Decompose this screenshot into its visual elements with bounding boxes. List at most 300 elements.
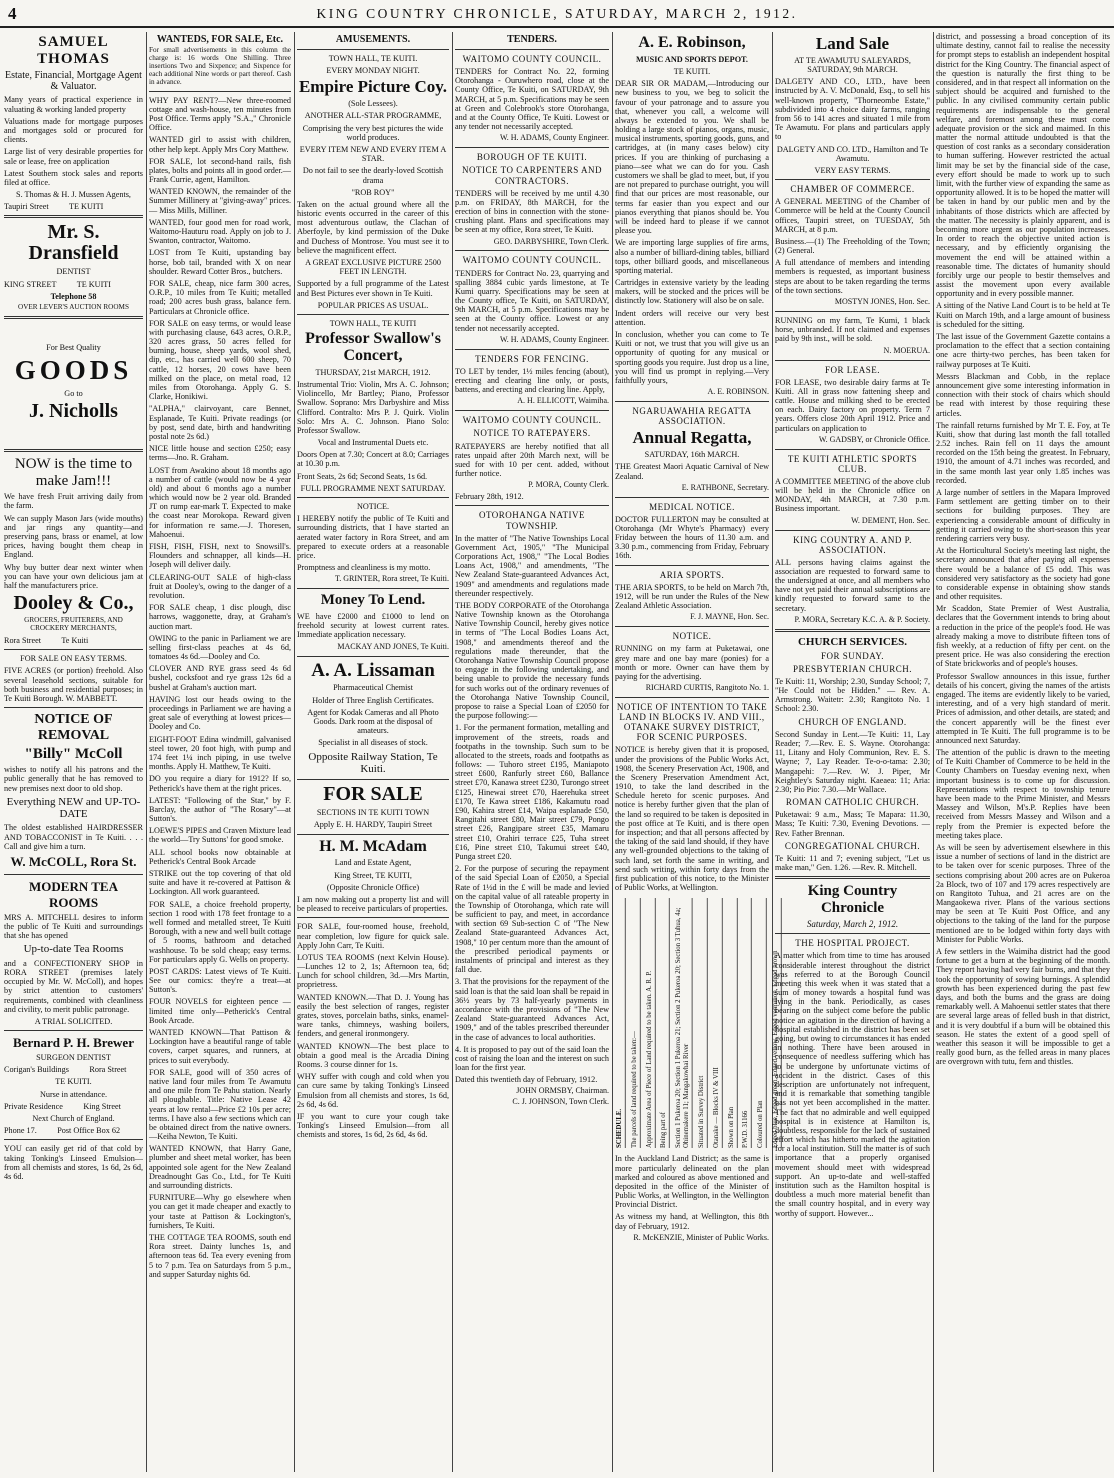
section-heading: WANTEDS, FOR SALE, Etc. <box>156 34 284 45</box>
divider <box>775 311 930 312</box>
ad-text: Instrumental Trio: Violin, Mrs A. C. Johnson; Violincello, Mr Bartley; Piano, Professor Swallow. Soprano: Mrs Darbyshire and Miss Clifford. Contralto: Mrs P. J. Quirk. Violin Solo: Mrs A. C. Johnson. Piano Solo: Professor Swallow. <box>297 379 449 435</box>
classified-ad: WANTED girl to assist with children, other help kept. Apply Mrs Cory Matthew. <box>149 135 291 154</box>
ad-title: NOTICE. <box>356 502 390 511</box>
ad-title: A. E. Robinson, <box>638 34 746 51</box>
classified-ad: LOST from Te Kuiti, upstanding bay horse, bob tail, branded with X on near shoulder. Reward Cotter Bros., butchers. <box>149 248 291 276</box>
classified-list <box>297 922 449 1139</box>
notice-signature: C. J. JOHNSON, Town Clerk. <box>512 1097 609 1107</box>
ad-robinson <box>615 35 769 397</box>
divider <box>4 1030 143 1031</box>
classified-ad: LATEST: "Following of the Star," by F. Barclay, the author of "The Rosary"—at Sutton's. <box>149 795 291 824</box>
notice-text: Business.—(1) The Freeholding of the Town; (2) General. <box>775 236 930 256</box>
schedule-cell: Being part of <box>659 898 670 1148</box>
ad-text: Indent orders will receive our very best attention. <box>615 308 769 327</box>
ad-title: NOTICE OF REMOVAL <box>34 712 113 744</box>
schedule-cell: P.W.D. 31166 <box>741 898 752 1148</box>
notice-signature: W. GADSBY, or Chronicle Office. <box>818 434 930 444</box>
classified-ad: STRIKE out the top covering of that old suite and have it re-covered at Pattison & Lockington. All work guaranteed. <box>149 869 291 897</box>
ad-text: MRS A. MITCHELL desires to inform the public of Te Kuiti and surroundings that she has opened <box>4 912 143 941</box>
ad-text: Specialist in all diseases of stock. <box>318 738 428 748</box>
ad-text: Everything NEW and UP-TO-DATE <box>6 795 141 821</box>
notice-heading: FOR SUNDAY. <box>820 650 885 661</box>
ad-text: Cartridges in extensive variety by the leading makers, will be stocked and the prices will be distinctly low. Stationery will also be on sale. <box>615 278 769 306</box>
ad-title: H. M. McAdam <box>319 837 427 855</box>
ad-text: Many years of practical experience in valuating & working landed property <box>4 95 143 114</box>
notice-heading: WAITOMO COUNTY COUNCIL. <box>462 415 602 426</box>
divider <box>455 349 609 350</box>
ad-text: POPULAR PRICES AS USUAL. <box>317 300 429 310</box>
divider <box>4 449 143 452</box>
ad-text: Why buy butter dear next winter when you can have your own delicious jam at half the manufacturers price. <box>4 562 143 590</box>
ad-text: WE have £2000 and £1000 to lend on freehold security at lowest current rates. Immediate application necessary. <box>297 612 449 640</box>
ad-mcadam <box>297 839 449 914</box>
ad-text: DEAR SIR OR MADAM,—Introducing our new business to you, we beg to solicit the favour of your patronage and to assure you that, whenever you call, a welcome will always be extended to you. We shall be holding a large stock of pianos, organs, music, musical instruments, sporting goods, guns, and cartridges, at (in many cases below) city prices. If you are thinking of purchasing a piano—see what we can do for you. Cash customers we shall be glad to meet, but, if you are not prepared to purchase outright, you will find that our prices are most reasonable, our terms far easier than you expect and our pianos everything that pianos should be. You will be indeed hard to please if we cannot please you. <box>615 79 769 236</box>
divider <box>297 314 449 315</box>
ad-text: (Opposite Chronicle Office) <box>326 882 420 892</box>
ad-text: I HEREBY notify the public of Te Kuiti and surrounding districts, that I have started an aerated water factory in Rora Street, and am prepared to execute orders at a reasonable price. <box>297 514 449 560</box>
ad-title: Annual Regatta, <box>632 428 752 448</box>
column-rule <box>933 32 934 1472</box>
column-rule <box>146 32 147 1472</box>
notice-heading: NGARUAWAHIA REGATTA ASSOCIATION. <box>632 406 752 427</box>
ad-subtitle: Land and Estate Agent, <box>334 858 412 868</box>
ad-signature: W. McCOLL, Rora St. <box>10 853 137 869</box>
notice-signature: N. MOERUA. <box>883 345 930 355</box>
notice-heading: TENDERS FOR FENCING. <box>475 353 589 364</box>
ad-jam <box>4 456 143 645</box>
divider <box>297 834 449 835</box>
notice-text: Te Kuiti: 11 and 7; evening subject, "Let us make man," Gen. 1.26. —Rev. R. Mitchell. <box>775 853 930 872</box>
ad-signature: A. E. ROBINSON. <box>707 387 769 397</box>
column-rule <box>612 32 613 1472</box>
news-paragraph: A sitting of the Native Land Court is to be held at Te Kuiti on March 19th, and a large amount of business is scheduled for the sitting. <box>936 301 1110 329</box>
ad-text: SECTIONS IN TE KUITI TOWN <box>316 808 430 818</box>
ad-address: Rora Street Te Kuiti <box>4 636 89 646</box>
notice-heading: TE KUITI ATHLETIC SPORTS CLUB. <box>787 453 918 474</box>
editorial-date: Saturday, March 2, 1912. <box>806 919 899 930</box>
notice-heading: KING COUNTRY A. AND P. ASSOCIATION. <box>793 534 912 555</box>
divider <box>297 497 449 498</box>
ad-text: VERY EASY TERMS. <box>814 165 891 175</box>
ad-text: OVER LEVER'S AUCTION ROOMS <box>18 303 129 311</box>
classified-ad: FOR SALE, cheap, nice farm 300 acres, O.R.P., 10 miles from Te Kuiti; metalled road; 200 acres bush grass, balance fern. Particulars at Chronicle office. <box>149 278 291 316</box>
notice-heading: NOTICE TO RATEPAYERS. <box>473 428 591 439</box>
ad-text: A TRIAL SOLICITED. <box>34 1016 113 1026</box>
notice-heading: NOTICE. <box>672 631 712 642</box>
notice-signature: W. H. ADAMS, County Engineer. <box>499 133 609 143</box>
notice-text: 2. For the purpose of securing the repayment of the said Special Loan of £2050, a Special Rate of 1½d in the £ will be made and levied on the capital value of all rateable property in the Township of Otorohanga, which rate will be sufficient to pay, and meet, in accordance with section 69 Sub-section C of "The New Zealand State-guaranteed Advances Act, 1908," 10 per centum more than the amount of the prescribed periodical payments or instalments of principal and interest as they fall due. <box>455 864 609 975</box>
classified-ad: WANTED KNOWN, that Harry Gane, plumber and sheet metal worker, has been appointed sole agent for the New Zealand Dreadnought Gas Co., Ltd., for Te Kuiti and surrounding districts. <box>149 1144 291 1191</box>
notice-heading: WAITOMO COUNTY COUNCIL. <box>462 255 602 266</box>
classified-ad: WANTED KNOWN—The best place to obtain a good meal is the Arcadia Dining Rooms. 3 course dinner for 1s. <box>297 1041 449 1069</box>
classified-ad: FOR SALE, good will of 350 acres of native land four miles from Te Awamutu and one mile from Te Pahu station. Nearly all ploughable. Title: Native Lease 42 years at low rental—Price £2 10s per acre; terms. I have also a few sections which can be obtained direct from the native owners.—Keiha Newton, Te Kuiti. <box>149 1067 291 1142</box>
notice-text: In the Auckland Land District; as the same is more particularly delineated on the plan marked and coloured as above mentioned and deposited in the office of the Minister of Public Works, at Wellington, in the Wellington Provincial District. <box>615 1154 769 1210</box>
ad-text: We are importing large supplies of fire arms, also a number of billiard-dining tables, billiard tops, other billiard goods, and miscellaneous sporting material. <box>615 238 769 275</box>
ad-text: We can supply Mason Jars (wide mouths) and jar rings any quantity—and preserving pans, brass or enamel, at low prices, having bought them cheap in England. <box>4 513 143 560</box>
ad-text: A GREAT EXCLUSIVE PICTURE 2500 FEET IN LENGTH. <box>305 258 441 277</box>
notice-heading: CHAMBER OF COMMERCE. <box>790 184 915 195</box>
ad-title: NOW is the time to make Jam!!! <box>14 456 133 490</box>
classified-ad: "ALPHA," clairvoyant, care Bennet, Esplanade, Te Kuiti. Private readings (or by post, send date, birth and handwriting postal note 2s 6d.) <box>149 404 291 441</box>
ad-text: TOWN HALL, TE KUITI. <box>328 54 418 63</box>
notice-text: FOR LEASE, two desirable dairy farms at Te Kuiti. All in grass now fattening sheep and cattle. House and milking shed to be erected on each. Dairy factory on property. Term 7 years. Offers close 20th April 1912. Price and particulars on application to <box>775 377 930 433</box>
notice-signature: W. DEMENT, Hon. Sec. <box>851 515 930 525</box>
classified-ad: LOTUS TEA ROOMS (next Kelvin House).—Lunches 12 to 2, 1s; Afternoon tea, 6d; Lunch for school children, 3d.—Mrs Martin, proprietress. <box>297 952 449 990</box>
ad-text: THE Greatest Maori Aquatic Carnival of New Zealand. <box>615 462 769 481</box>
ad-text: Comprising the very best pictures the wide world produces. <box>302 123 444 142</box>
classified-ad: CLEARING-OUT SALE of high-class fruit at Dooley's, owing to the danger of a revolution. <box>149 572 291 600</box>
ad-title: Dooley & Co., <box>13 592 134 615</box>
notice-signature: A. H. ELLICOTT, Waimiha. <box>517 396 609 406</box>
ad-text: Latest Southern stock sales and reports filed at office. <box>4 168 143 187</box>
masthead <box>0 0 1114 28</box>
ad-text: Valuations made for mortgage purposes and mortgages sold or procured for clients. <box>4 116 143 145</box>
schedule-heading: SCHEDULE. <box>615 898 626 1148</box>
notice-signature: RICHARD CURTIS, Rangitoto No. 1. <box>645 683 769 693</box>
ad-text: EVERY MONDAY NIGHT. <box>326 66 420 76</box>
ad-subtitle: Up-to-date Tea Rooms <box>23 943 124 956</box>
ad-title: Mr. S. Dransfield <box>28 221 119 265</box>
notice-text: DOCTOR FULLERTON may be consulted at Otorohanga (Mr Whyte's Pharmacy) every Friday between the hours of 11.30 a.m. and 3.30 p.m., commencing from Friday, February 16th. <box>615 514 769 561</box>
divider <box>4 707 143 708</box>
notice-text: A GENERAL MEETING of the Chamber of Commerce will be held at the County Council offices, Taupiri street, on TUESDAY, 5th MARCH, at 8 p.m. <box>775 197 930 234</box>
notice-heading: PRESBYTERIAN CHURCH. <box>792 663 912 674</box>
divider <box>615 565 769 566</box>
notice-text: RATEPAYERS are hereby notified that all rates unpaid after 20th March next, will be sued for with 10 per cent. added, without further notice. <box>455 441 609 479</box>
ad-text: DALGETY AND CO., LTD., have been instructed by A. V. McDonald, Esq., to sell his well-known property, "Thorneombe Estate," subdivided into 4 choice dairy farms, ranging from 56 to 141 acres and situated 1 mile from Te Awamutu. For plans and particulars apply to <box>775 77 930 142</box>
classified-ad: LOEWE'S PIPES and Craven Mixture lead the world—Try Suttons' for good smoke. <box>149 826 291 845</box>
divider <box>775 876 930 879</box>
ad-subtitle: DENTIST <box>56 267 91 277</box>
ad-subtitle: MUSIC AND SPORTS DEPOT. <box>636 54 748 64</box>
ad-text: Nurse in attendance. <box>39 1089 108 1099</box>
schedule-cell: The parcels of land required to be taken:— <box>630 898 641 1148</box>
schedule-cell: Otanake — Blocks IV & VIII <box>712 898 723 1148</box>
ad-tea-rooms <box>4 879 143 1026</box>
notice-text: TENDERS will be received by me until 4.30 p.m. on FRIDAY, 8th MARCH, for the erection of bins in connection with the stone-crushing plant. Plans and specifications may be seen at my office, Rora street, Te Kuiti. <box>455 188 609 235</box>
notice-signature: P. MORA, Secretary K.C. A. & P. Society. <box>794 614 930 624</box>
news-paragraph: The last issue of the Government Gazette contains a proclamation to the effect that a section containing one acre thirty-two perches, has been taken for railway purposes at Te Kuiti. <box>936 332 1110 369</box>
ad-mccoll <box>4 712 143 870</box>
ad-title: FOR SALE ON EASY TERMS. <box>20 654 127 664</box>
ad-grinter <box>297 502 449 584</box>
schedule-cell: Section 1 Pukeroa 20; Section 1 Pukeroa 21; Section 2 Pukeroa 20; Section 3 Tuhua, 4a; Ohinemakere 11; Mangakowhai River <box>674 898 693 1148</box>
newspaper-title: KING COUNTRY CHRONICLE, SATURDAY, MARCH 2, 1912. <box>316 6 798 21</box>
ad-text: Do not fail to see the dearly-loved Scottish drama <box>302 166 444 185</box>
notice-heading: MEDICAL NOTICE. <box>649 501 735 512</box>
notice-signature: R. McKENZIE, Minister of Public Works. <box>633 1232 769 1242</box>
editorial-text: A matter which from time to time has aroused considerable interest throughout the district was referred to at the Borough Council meeting this week when it was stated that a sum of money towards a hospital fund was lying in the bank. Periodically, as cases bearing on the subject come before the public notice an agitation in the direction of having a hospital established in the district has been set going, but owing to circumstances it has ended in nothing. There have been aroused in consequence of needless suffering which has to be undergone by unfortunate victims of accident in the district. Cases of this description are unfortunately not infrequent, and it is remarkable that something tangible has not yet been accomplished in the matter. The fact that no admirable and well equipped hospital is in existence at Hamilton is, doubtless, responsible for the lack of sustained effort which has hitherto marked the agitation for a local institution. Still the matter is of such importance that a properly organised movement should meet with widespread support. An up-to-date and well-staffed institution such as the Hamilton hospital is doubtless a much more material benefit than the small country hospital, and in every way worthy of support. However... <box>775 951 930 1218</box>
ad-title: Bernard P. H. Brewer <box>13 1035 134 1051</box>
classified-ad: FOR SALE, four-roomed house, freehold, near completion, low figure for quick sale. Apply John Carr, Te Kuiti. <box>297 922 449 950</box>
ad-subtitle: GROCERS, FRUITERERS, AND CROCKERY MERCHANTS, <box>24 616 123 633</box>
divider <box>455 147 609 148</box>
ad-text: Large list of very desirable properties for sale or lease, free on application <box>4 147 143 166</box>
divider <box>455 250 609 251</box>
ad-title: A. A. Lissaman <box>311 659 435 681</box>
notice-text: In the matter of "The Native Townships Local Government Act, 1905," "The Municipal Corporations Act, 1908," "The Local Bodies Loans Act, 1908," and amendments, "The New Zealand State-guaranteed Advances Act, 1909" and amendments and regulations made thereunder respectively. <box>455 533 609 598</box>
column-rule <box>452 32 453 1472</box>
rate-notice: For small advertisements in this column the charge is: 16 words One Shilling. Three insertions Two and Sixpence; and Sixpence for each additional Nine words or part thereof. Cash in advance. <box>149 46 291 86</box>
news-paragraph: A large number of settlers in the Mapara Improved Farm settlement are getting timber on to their sections for building purposes. They are experiencing a considerable amount of difficulty in getting it carried owing to the short-season this year rendering carriers very busy. <box>936 488 1110 543</box>
ad-address: Taupiri Street TE KUITI <box>4 202 104 212</box>
news-paragraph: Professor Swallow announces in this issue, further details of his concert, giving the names of the artists engaged. The items are evidently likely to be varied, interesting, and of a very high standard of merit. Prices of admission, and other details, are stated; and the concert apparently will be the finest ever attempted in Te Kuiti. The full programme is to be announced next Saturday. <box>936 671 1110 745</box>
ad-text: Taken on the actual ground where all the historic events occurred in the career of this most adventurous outlaw, the Clachan of Aberfoyle, by kind permission of the Duke and Duchess of Montrose. You must see it to believe the magnificent effect. <box>297 199 449 255</box>
classified-ad: FOR SALE on easy terms, or would lease with purchasing clause, 643 acres, O.R.P., 320 acres grass, 50 acres felled for burning, house, sheep yards, wool shed, dip, etc., has carried well 600 sheep, 70 cattle, 12 horses, 20 cows have been milked on the place, on metal road, 12 miles from Otorohanga. Apply G. S. Clarke, Honikiwi. <box>149 318 291 402</box>
column-1 <box>4 32 143 1472</box>
ad-regatta <box>615 406 769 493</box>
schedule-cell: Shown on Plan <box>727 898 738 1148</box>
ad-text: and a CONFECTIONERY SHOP in RORA STREET (premises lately occupied by Mr. W. McColl), and hopes by strict attention to customers' requirements, combined with cleanliness and civility, to merit public patronage. <box>4 958 143 1014</box>
ad-text: Go to <box>64 389 83 399</box>
notice-heading: ROMAN CATHOLIC CHURCH. <box>785 797 920 808</box>
ad-title: GOODS <box>14 355 133 386</box>
schedule-cell: Edged blue, Edged green, Edged yellow, Edged vermilion, Edged brown <box>771 898 782 1148</box>
notice-text: TENDERS for Contract No. 22, forming Otorohanga - Ouruwhero road, close at the County Office, Te Kuiti, on SATURDAY, 9th MARCH, at 5 p.m. Specifications may be seen at Green and Colebrook's store Otorohanga, and at the County Office, Te Kuiti. Lowest or any tender not necessarily accepted. <box>455 67 609 132</box>
notice-text: A full attendance of members and intending members is requested, as important business steps are about to be taken regarding the terms of the town sections. <box>775 258 930 295</box>
classified-ad: FOR SALE, lot second-hand rails, fish plates, bolts and points all in good order.—Frank Currie, agent, Hamilton. <box>149 156 291 185</box>
ad-signature: MACKAY AND JONES, Te Kuiti. <box>337 641 449 651</box>
notice-date: February 28th, 1912. <box>455 492 524 502</box>
ad-text: For Best Quality <box>46 342 101 352</box>
divider <box>297 656 449 657</box>
classified-ad: FOR SALE cheap, 1 disc plough, disc harrows, waggonette, dray, at Graham's auction mart. <box>149 603 291 631</box>
ad-title: Professor Swallow's Concert, <box>305 330 441 364</box>
ad-dransfield <box>4 222 143 311</box>
news-paragraph: At the Horticultural Society's meeting last night, the secretary announced that after paying all expenses there would be a balance of £5 odd. This was considered very satisfactory as the society had gone to considerable expense in obtaining show stands and other requisites. <box>936 546 1110 602</box>
ad-nicholls <box>4 323 143 445</box>
news-paragraph: As will be seen by advertisement elsewhere in this issue a number of sections of land in the district are to be taken over for scenic purposes. Three of the sections comprising about 200 acres are on Pukeroa 2a Block, two of 107 and 179 acres respectively are on Rangitoto Tuhua, and 21 acres are on the Mangaokewa river. Plans of the various sections may be seen at Te Kuiti Post Office, and any objections to the taking of the land for the purpose mentioned are to be lodged within forty days with Minister for Public Works. <box>936 842 1110 944</box>
ad-text: ANOTHER ALL-STAR PROGRAMME, <box>304 111 442 121</box>
section-heading: AMUSEMENTS. <box>335 34 411 45</box>
news-paragraph: The attention of the public is drawn to the meeting of Te Kuiti Chamber of Commerce to be held in the County Chambers on Tuesday evening next, when important business is to come up for discussion. Representations with respect to township tenure have been made to the Prime Minister, and Messrs Massey and Wilson, M's.P. Replies have been received from Messrs Massey and Wilson and a reply from the Premier is expected before the meeting takes place. <box>936 748 1110 840</box>
column-5 <box>615 32 779 1472</box>
ad-lissaman <box>297 661 449 776</box>
classified-ad: POST CARDS: Latest views of Te Kuiti. See our comics: they're a treat—at Sutton's. <box>149 966 291 995</box>
divider <box>149 91 291 92</box>
ad-text: S. Thomas & H. J. Mussen Agents, <box>16 190 131 200</box>
notice-text: Puketawai: 9 a.m., Mass; Te Mapara: 11.30, Mass; Te Kuiti: 7.30, Evening Devotions. — Rev. Father Brennan. <box>775 810 930 838</box>
ad-title: Empire Picture Coy. <box>298 77 448 97</box>
notice-heading: CONGREGATIONAL CHURCH. <box>784 840 921 851</box>
ad-land-sale <box>775 35 930 175</box>
notice-signature: P. MORA, County Clerk. <box>528 480 609 490</box>
ad-title: FOR SALE <box>323 783 423 806</box>
ad-text: Front Seats, 2s 6d; Second Seats, 1s 6d. <box>297 471 428 481</box>
notice-signature: MOSTYN JONES, Hon. Sec. <box>834 297 930 307</box>
divider <box>775 360 930 361</box>
ad-subtitle: AT TE AWAMUTU SALEYARDS, SATURDAY, 9th MARCH. <box>794 55 911 75</box>
ad-text: Vocal and Instrumental Duets etc. <box>317 438 429 448</box>
notice-heading: NOTICE TO CARPENTERS AND CONTRACTORS. <box>462 165 602 186</box>
classified-ad: LOST from Awakino about 18 months ago a number of cattle (would now be 4 year old) and about 6 months ago a number which would now be 2 year old. Branded JT on rump ear-mark T. Expected to make the coast near Morokopa. Reward given for information re same.—J. Thoresen, Mahoenui. <box>149 465 291 539</box>
notice-heading: WAITOMO COUNTY COUNCIL. <box>462 54 602 64</box>
news-paragraph: The rainfall returns furnished by Mr T. E. Foy, at Te Kuiti, show that during last month the fall totalled 2.52 inches. Rain fell on 11 days the amount recorded on the 15th being the greatest. In February, 1910, the amount of 4.71 inches was recorded, and in the same month last year only 1.85 inches was recorded. <box>936 420 1110 485</box>
divider <box>455 410 609 411</box>
divider <box>615 497 769 498</box>
ad-text: The oldest established HAIRDRESSER AND TOBACCONIST in Te Kuiti. . . . Call and give him a turn. <box>4 823 143 851</box>
classified-ad: OWING to the panic in Parliament we are selling first-class peaches at 4s 6d, tomatoes 4s 6d.—Dooley and Co. <box>149 633 291 662</box>
classified-ad: WHY PAY RENT?—New three-roomed cottage and wash-house, ten minutes from Post Office. Terms apply "S.A.," Chronicle Office. <box>149 95 291 133</box>
ad-text: FULL PROGRAMME NEXT SATURDAY. <box>300 483 446 493</box>
column-rule <box>772 32 773 1472</box>
notice-signature: GEO. DARBYSHIRE, Town Clerk. <box>493 236 609 246</box>
notice-signature: F. J. MAYNE, Hon. Sec. <box>690 612 769 622</box>
divider <box>615 697 769 698</box>
ad-title: SAMUEL THOMAS <box>37 34 110 67</box>
notice-text: TENDERS for Contract No. 23, quarrying and spalling 3884 cubic yards limestone, at Te Kumi quarry. Specifications may be seen at the County office, Te Kuiti, on SATURDAY, 9th MARCH, at 5 p.m. Specifications may be seen at the County office. Lowest or any tender not necessarily accepted. <box>455 268 609 333</box>
classified-ad: WHY suffer with cough and cold when you can cure same by taking Tonking's Linseed Emulsion from all chemists and stores, 1s 6d, 2s 6d, 4s 6d. <box>297 1072 449 1109</box>
ad-text: TE KUITI. <box>673 66 711 76</box>
ad-text: TE KUITI. <box>55 1077 92 1087</box>
classified-ad: WANTED KNOWN, the remainder of the Summer Millinery at "giving-away" prices. — Miss Mills, Milliner. <box>149 187 291 215</box>
notice-date: Dated this twentieth day of February, 1912. <box>455 1075 598 1085</box>
notice-text: A COMMITTEE MEETING of the above club will be held in the Chronicle office on MONDAY, 4th MARCH, at 7.30 p.m. Business important. <box>775 476 930 514</box>
news-paragraph: A few settlers in the Waimiha district had the good fortune to get a burn at the beginning of the month. They report having had very fair burns, and that they took the opportunity of sowing burnings. A splendid growth has been experienced during the past few days, and both the burns and the grass are doing remarkably well. A Mahoenui settler states that there are several large areas of felled bush in that district, and it is very doubtful if a burn will be obtained this season. He states the extent of a good spell of weather this season it will be impossible to get a really good burn, as the felled areas in many places are overgrown with tutu, fern and thistles. <box>936 947 1110 1067</box>
ad-subtitle: SURGEON DENTIST <box>36 1053 111 1063</box>
ad-text: Promptness and cleanliness is my motto. <box>297 563 431 573</box>
editorial-masthead: King Country Chronicle <box>807 883 898 917</box>
ad-address: King Street, TE KUITI, <box>334 870 412 880</box>
notice-text: 3. That the provisions for the repayment of the said loan is that the said loan shall be repaid in 36½ years by 73 half-yearly payments in accordance with the provisions of "The New Zealand State-guaranteed Advances Act, 1909," and of the tables prescribed thereunder in the case of advances to local authorities. <box>455 977 609 1042</box>
news-paragraph: Mr Scaddon, State Premier of West Australia, declares that the Government intends to bring about a reduction in the price of the people's food. He was already making a move to distribute fifteen tons of fish weekly, at a reduction of fifty per cent. on the present price. He was also considering the erection of State brickworks and of people's houses. <box>936 604 1110 669</box>
notice-heading: ARIA SPORTS. <box>659 569 725 580</box>
ad-text: Private Residence King Street <box>4 1101 121 1111</box>
classified-ad: WANTED KNOWN—That Pattison & Lockington have a beautiful range of table covers, carpet squares, and runners, at prices to suit everybody. <box>149 1028 291 1065</box>
ad-text: Next Church of England. <box>32 1114 115 1124</box>
classified-ad: DO you require a diary for 1912? If so, Petherick's have them at the right prices. <box>149 774 291 793</box>
classified-ad: FOUR NOVELS for eighteen pence —limited time only—Petherick's Central Book Arcade. <box>149 997 291 1025</box>
notice-signature: W. H. ADAMS, County Engineer. <box>499 334 609 344</box>
divider <box>775 933 930 934</box>
ad-text: In conclusion, whether you can come to Te Kuiti or not, we trust that you will give us an opportunity of quoting for any musical or sporting goods you require. Just drop us a line, you will find us prompt in replying.—Very faithfully yours, <box>615 330 769 385</box>
ad-signature: E. RATHBONE, Secretary. <box>681 482 769 492</box>
divider <box>775 530 930 531</box>
ad-title: J. Nicholls <box>29 400 118 423</box>
column-3 <box>297 32 449 1472</box>
divider <box>297 779 449 780</box>
notice-heading: FOR LEASE. <box>824 364 880 375</box>
column-4 <box>455 32 609 1472</box>
divider <box>775 179 930 180</box>
column-6 <box>775 32 930 1472</box>
ad-signature: DALGETY AND CO. LTD., Hamilton and Te Awamutu. <box>776 144 929 163</box>
notice-signature: JOHN ORMSBY, Chairman. <box>516 1086 609 1096</box>
news-paragraph: district, and possessing a broad conception of its ultimate destiny, cannot fail to realise the necessity for prompt steps to establish an independent hospital district for the King Country. The financial aspect of the question is naturally the first thing to be considered, and in that respect all information on the subject should be acquired and furnished to the public. In any civilised community certain public requirements are indispensable to the general welfare, and foremost among these must come adequate provision or the sick and maimed. In this matter the normal attitude undoubted is that the question of cost ranks as a secondary consideration to human suffering. However restricted the actual limit may be set by the financial side of the case, every effort should be made to work up to such limit, with the further view of expanding the same as opportunity allowed. It is to be hoped the matter will be taken in hand by our public men and by the inhabitants of those districts which are affected by the matter. The necessity is plainly apparent, and is becoming more urgent as our population increases. In order to reach the objective united action is necessary, and by efficiently organising the movement the end will be attained within a reasonable time. The dictates of humanity should forcibly urge our people to bestir themselves and assist the movement upon every available opportunity and in every possible manner. <box>936 32 1110 299</box>
ad-text: TOWN HALL, TE KUITI <box>329 318 417 328</box>
divider <box>4 649 143 650</box>
divider <box>4 1139 143 1140</box>
notice-text: 4. It is proposed to pay out of the said loan the cost of raising the loan and the interest on such loan for the first year. <box>455 1044 609 1073</box>
ad-text: Agent for Kodak Cameras and all Photo Goods. Dark room at the disposal of amateurs. <box>307 707 439 736</box>
column-rule <box>294 32 295 1472</box>
divider <box>297 49 449 50</box>
classified-ad: CLOVER AND RYE grass seed 4s 6d bushel, cocksfoot and rye grass 12s 6d a bushel at Graham's auction mart. <box>149 664 291 692</box>
ad-address: KING STREET TE KUITI <box>4 279 112 289</box>
divider <box>615 401 769 402</box>
notice-heading: NOTICE OF INTENTION TO TAKE LAND IN BLOCKS IV. AND VIII., OTANAKE SURVEY DISTRICT, FOR SCENIC PURPOSES. <box>616 702 768 743</box>
ad-text: Holder of Three English Certificates. <box>312 695 434 705</box>
divider <box>297 917 449 918</box>
classified-ad: EIGHT-FOOT Edina windmill, galvanised steel tower, 20 foot high, with pump and 174 feet 1¼ inch piping, in use twelve months. Apply H. Matthew, Te Kuiti. <box>149 734 291 772</box>
editorial-heading: THE HOSPITAL PROJECT. <box>795 938 910 949</box>
classified-list <box>149 96 291 1279</box>
classified-ad: FURNITURE—Why go elsewhere when you can get it made cheaper and exactly to your taste at Pattison & Lockington's, furnishers, Te Kuiti. <box>149 1193 291 1230</box>
ad-title: Money To Lend. <box>320 592 426 609</box>
divider <box>297 588 449 589</box>
divider <box>455 505 609 506</box>
classified-ad: NICE little house and section £250; easy terms—Jno. R. Graham. <box>149 444 291 463</box>
ad-subtitle: Pharmaceutical Chemist <box>333 683 413 693</box>
ad-text: YOU can easily get rid of that cold by taking Tonking's Linseed Emulsion—from all chemists and stores, 1s 6d, 2s 6d, 4s 6d. <box>4 1144 143 1181</box>
divider <box>775 449 930 450</box>
ad-easy-terms <box>4 654 143 703</box>
divider <box>615 626 769 627</box>
ad-address: Corigan's Buildings Rora Street <box>4 1065 127 1075</box>
ad-phone: Phone 17. Post Office Box 62 <box>4 1126 121 1136</box>
divider <box>4 215 143 218</box>
ad-phone: Telephone 58 <box>50 291 97 301</box>
ad-text: EVERY ITEM NEW AND EVERY ITEM A STAR. <box>299 144 447 164</box>
column-7 <box>936 32 1110 1472</box>
classified-ad: THE COTTAGE TEA ROOMS, south end Rora street. Dainty lunches 1s, and afternoon teas 6d. Tea every evening from 5 to 7 p.m. Tea on Saturdays from 5 p.m., and supper Saturday nights 6d. <box>149 1232 291 1279</box>
ad-text: Opposite Railway Station, Te Kuiti. <box>308 750 438 775</box>
divider <box>455 49 609 50</box>
notice-text: THE ARIA SPORTS, to be held on March 7th, 1912, will be run under the Rules of the New Zealand Athletic Association. <box>615 582 769 611</box>
section-heading: TENDERS. <box>507 34 557 45</box>
ad-title: MODERN TEA ROOMS <box>29 878 118 910</box>
news-paragraph: Messrs Blackman and Cobb, in the replace announcement give some interesting information in connection with their stock of chairs which should be read with interest by those requiring these articles. <box>936 371 1110 418</box>
ad-hardy-for-sale <box>297 784 449 829</box>
notice-text: ALL persons having claims against the association are requested to forward same to the undersigned at once, and all members who have not yet paid their annual subscriptions are kindly requested to forward same to the secretary. <box>775 557 930 613</box>
ad-text: Supported by a full programme of the Latest and Best Pictures ever shown in Te Kuiti. <box>297 279 449 298</box>
classified-ad: HAVING lost our heads owing to the proceedings in Parliament we are having a great sale of everything at lowest prices—Dooley and Co. <box>149 694 291 732</box>
divider <box>4 874 143 875</box>
ad-brewer <box>4 1035 143 1135</box>
column-2 <box>149 32 291 1472</box>
ad-text: THURSDAY, 21st MARCH, 1912. <box>315 367 431 377</box>
notice-date: As witness my hand, at Wellington, this 8th day of February, 1912. <box>615 1212 769 1231</box>
classified-ad: FISH, FISH, FISH, next to Snowsill's. Flounders and schnapper, all kinds—H. Joseph will deliver daily. <box>149 542 291 570</box>
ad-text: (Sole Lessees). <box>348 99 398 109</box>
ad-money-to-lend <box>297 593 449 651</box>
ad-text: Doors Open at 7.30; Concert at 8.0; Carriages at 10.30 p.m. <box>297 450 449 469</box>
ad-text: wishes to notify all his patrons and the public generally that he has removed to new premises next door to old shop. <box>4 765 143 793</box>
classified-ad: IF you want to cure your cough take Tonking's Linseed Emulsion—from all chemists and stores, 1s 6d, 2s 6d, 4s 6d. <box>297 1111 449 1140</box>
notice-text: TO LET by tender, 1½ miles fencing (about), erecting and clearing line only, or posts, battens, and erecting and clearing line. Apply, <box>455 366 609 395</box>
notice-heading: BOROUGH OF TE KUITI. <box>476 152 588 163</box>
notice-text: Te Kuiti: 11, Worship; 2.30, Sunday School; 7, "He Could not be Hidden." — Rev. A. Armstrong. Waitetr: 2.30; Rangitoto No. 1 School: 2.30. <box>775 676 930 714</box>
notice-heading: OTOROHANGA NATIVE TOWNSHIP. <box>478 510 586 531</box>
classified-ad: FOR SALE, a choice freehold property, section 1 rood with 178 feet frontage to a well formed and metalled street, Te Kuiti Borough, with a new and well built cottage of 5 rooms, bathroom and detached washhouse. To be sold cheap; easy terms. For particulars apply G. Wells on property. <box>149 899 291 964</box>
ad-text: FIVE ACRES (or portion) freehold. Also several leasehold sections, suitable for both business and residential purposes; in Te Kuiti Borough. W. MABBETT. <box>4 666 143 703</box>
schedule-cell: Situated in Survey District <box>697 898 708 1148</box>
ad-signature: T. GRINTER, Rora street, Te Kuiti. <box>334 574 449 584</box>
notice-heading: CHURCH OF ENGLAND. <box>798 716 907 727</box>
notice-text: Second Sunday in Lent.—Te Kuiti: 11, Lay Reader; 7.—Rev. E. S. Wayne. Otorohanga: 11, Litany and Holy Communion, Rev. E. S. Wayne; 7, Lay Reader. Te-o-o-tama: 2.30; Mangapehi: 7.—Rev. W. J. Piper, Mr Keightley's Saturday night. Kaeaea: 11; Aria: 2.30; Pio Pio: 7.30.—Mr Wallace. <box>775 729 930 794</box>
schedule-cell: Approximate Area of Piece of Land required to be taken. A. R. P. <box>645 898 656 1148</box>
divider <box>775 629 930 632</box>
ad-title: Land Sale <box>815 34 890 53</box>
schedule-cell: Coloured on Plan <box>756 898 767 1148</box>
classified-ad: WANTED KNOWN.—That D. J. Young has easily the best selection of ranges, register grates, stoves, porcelain baths, sinks, enamel-ware tanks, chimneys, washing boilers, fenders, and general ironmongery. <box>297 992 449 1039</box>
page-number: 4 <box>8 4 17 23</box>
notice-text: NOTICE is hereby given that it is proposed, under the provisions of the Public Works Act, 1908, the Scenery Preservation Act, 1908, and the Scenery Preservation Amendment Act, 1910, to take the land described in the Schedule hereto for scenic purposes. And notice is hereby further given that the plan of the land so required to be taken is deposited in the post office at Te Kuiti, and is there open for inspection; and that all persons affected by the taking of the said land should, if they have any well-grounded objections to the taking of such land, set forth the same in writing, and send such writing, within forty days from the first publication of this notice, to the Minister of Public Works, at Wellington. <box>615 745 769 893</box>
notice-text: THE BODY CORPORATE of the Otorohanga Native Township known as the Otorohanga Native Township Council, hereby gives notice in terms of "The Local Bodies Loans Act, 1908," and amendments thereof and the regulations made thereunder, that the Otorohanga Native Township Council propose to engage in the following undertaking, and being unable to provide the necessary funds for such works out of the ordinary revenues of the Otorohanga Native Township Council, propose to raise a Special Loan of £2050 for the purpose following:— <box>455 600 609 721</box>
notice-text: RUNNING on my farm, Te Kumi, 1 black horse, unbranded. If not claimed and expenses paid by 9th inst., will be sold. <box>775 316 930 344</box>
divider <box>4 316 143 319</box>
ad-text: Apply E. H. HARDY, Taupiri Street <box>313 820 433 830</box>
